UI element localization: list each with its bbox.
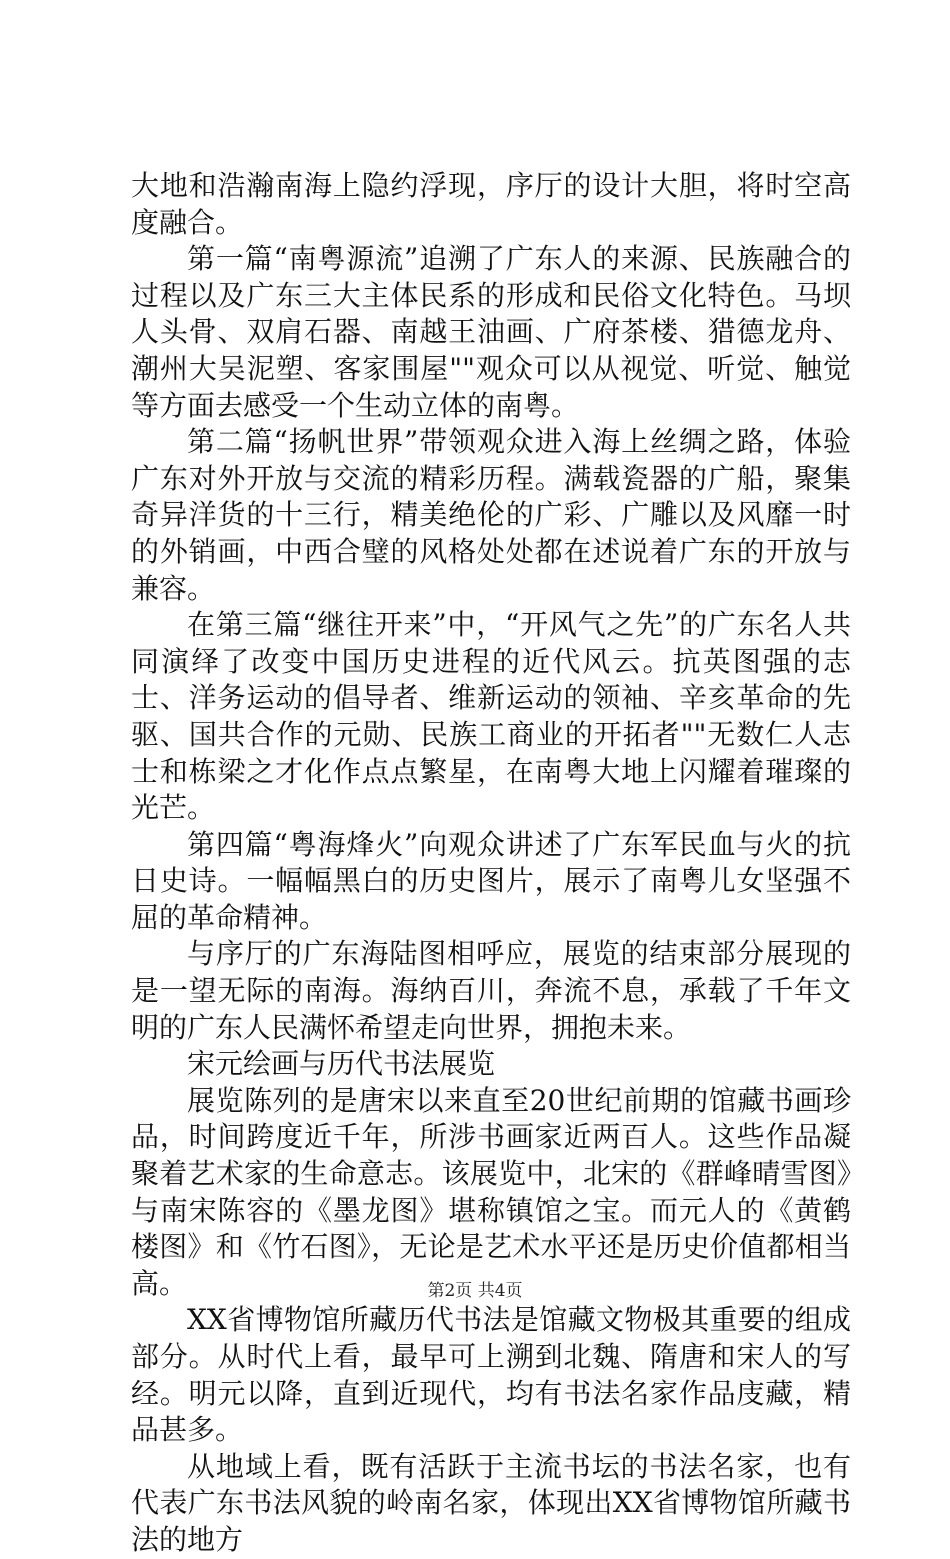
paragraph-part-one: 第一篇“南粤源流”追溯了广东人的来源、民族融合的过程以及广东三大主体民系的形成和民俗文化特色。马坝人头骨、双肩石器、南越王油画、广府茶楼、猎德龙舟、潮州大吴泥塑、客家围屋""观众可以从视觉、听觉、触觉等方面去感受一个生动立体的南粤。: [131, 242, 851, 422]
page-number: 第2页 共4页: [427, 1281, 523, 1301]
paragraph-part-three: 在第三篇“继往开来”中，“开风气之先”的广东名人共同演绎了改变中国历史进程的近代风云。抗英图强的志士、洋务运动的倡导者、维新运动的领袖、辛亥革命的先驱、国共合作的元勋、民族工商业的开拓者""无数仁人志士和栋梁之才化作点点繁星，在南粤大地上闪耀着璀璨的光芒。: [131, 608, 851, 825]
paragraph-ending: 与序厅的广东海陆图相呼应，展览的结束部分展现的是一望无际的南海。海纳百川，奔流不息，承载了千年文明的广东人民满怀希望走向世界，拥抱未来。: [131, 937, 851, 1044]
section-heading: 宋元绘画与历代书法展览: [187, 1047, 496, 1081]
paragraph-continuation: 大地和浩瀚南海上隐约浮现，序厅的设计大胆，将时空高度融合。: [131, 169, 851, 239]
paragraph-part-two: 第二篇“扬帆世界”带领观众进入海上丝绸之路，体验广东对外开放与交流的精彩历程。满载瓷器的广船，聚集奇异洋货的十三行，精美绝伦的广彩、广雕以及风靡一时的外销画，中西合璧的风格处处都在述说着广东的开放与兼容。: [131, 425, 851, 605]
paragraph-part-four: 第四篇“粤海烽火”向观众讲述了广东军民血与火的抗日史诗。一幅幅黑白的历史图片，展示了南粤儿女坚强不屈的革命精神。: [131, 827, 851, 934]
document-body: [131, 168, 851, 1559]
paragraph-calligraphy-region: 从地域上看，既有活跃于主流书坛的书法名家，也有代表广东书法风貌的岭南名家，体现出XX省博物馆所藏书法的地方: [131, 1449, 851, 1556]
paragraph-painting-exhibit: 展览陈列的是唐宋以来直至20世纪前期的馆藏书画珍品，时间跨度近千年，所涉书画家近两百人。这些作品凝聚着艺术家的生命意志。该展览中，北宋的《群峰晴雪图》与南宋陈容的《墨龙图》堪称镇馆之宝。而元人的《黄鹤楼图》和《竹石图》，无论是艺术水平还是历史价值都相当高。: [131, 1083, 851, 1300]
paragraph-calligraphy-collection: XX省博物馆所藏历代书法是馆藏文物极其重要的组成部分。从时代上看，最早可上溯到北魏、隋唐和宋人的写经。明元以降，直到近现代，均有书法名家作品庋藏，精品甚多。: [131, 1303, 851, 1447]
